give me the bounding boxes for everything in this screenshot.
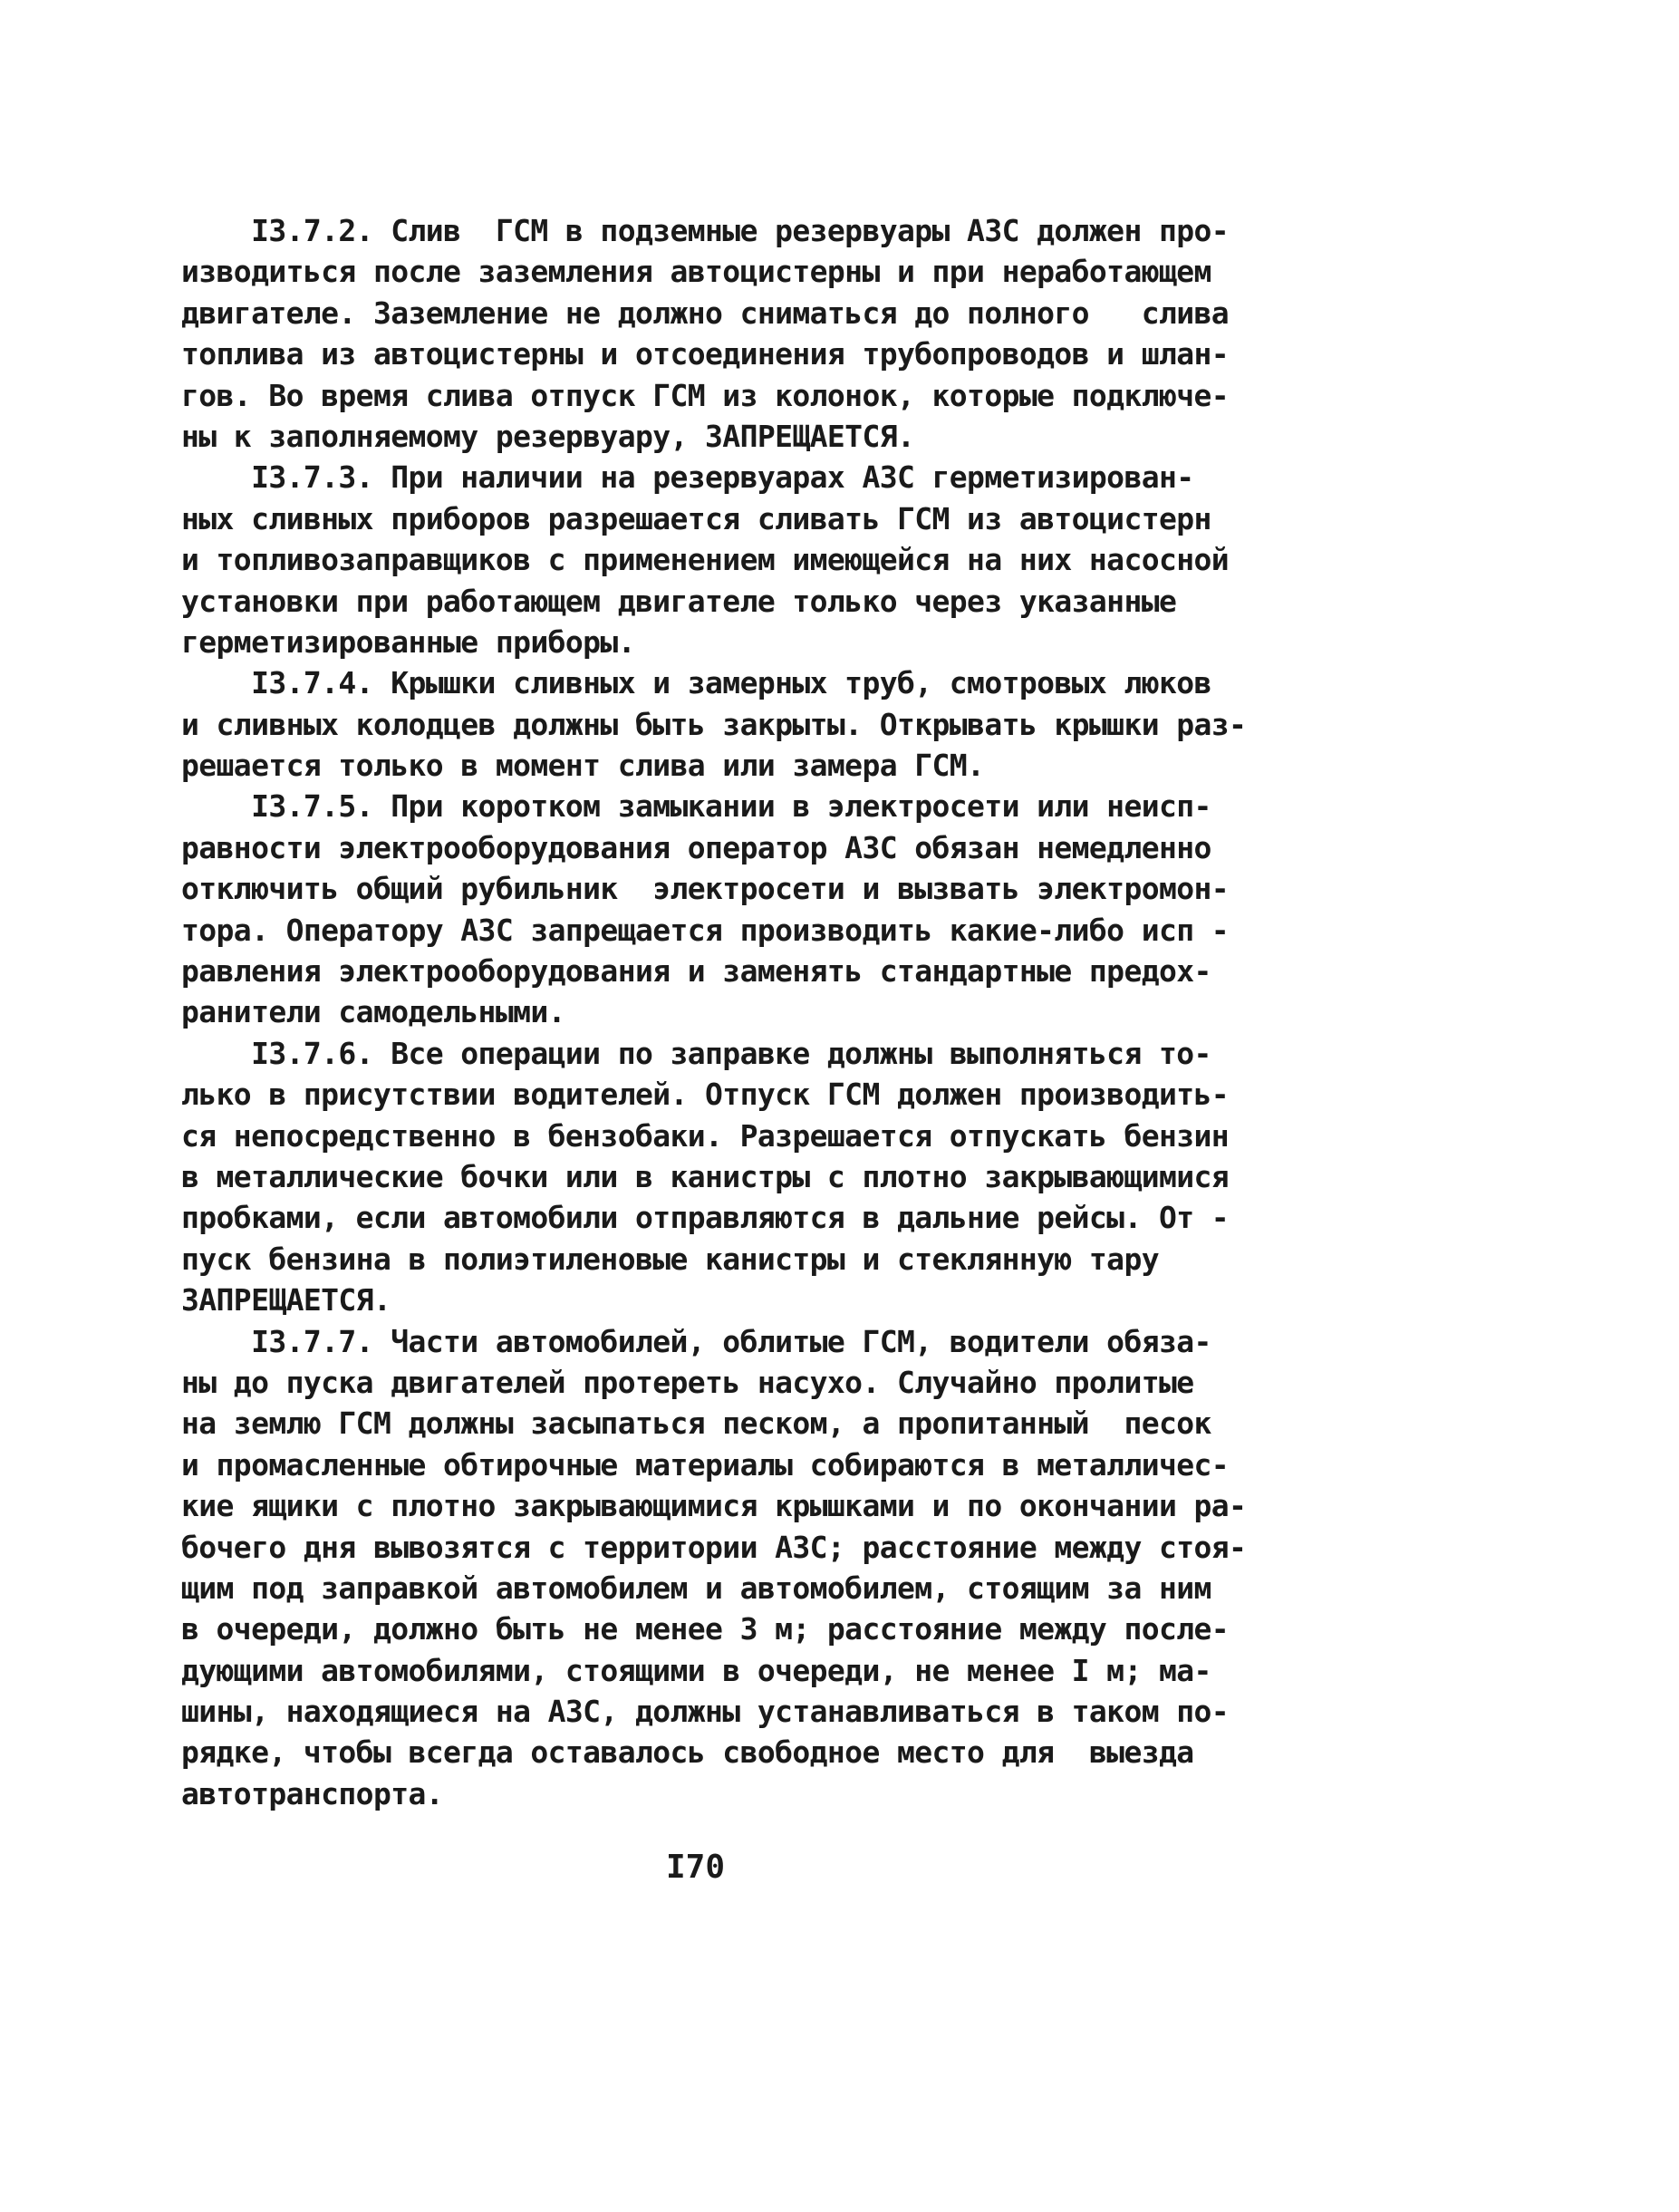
text-line: рядке, чтобы всегда оставалось свободное место для выезда (181, 1734, 1194, 1771)
text-line: I3.7.4. Крышки сливных и замерных труб, смотровых люков (181, 665, 1211, 701)
text-line: двигателе. Заземление не должно сниматься до полного слива (181, 295, 1230, 331)
body-text (181, 210, 1247, 1814)
text-line: ны до пуска двигателей протереть насухо. Случайно пролитые (181, 1364, 1194, 1400)
text-line: кие ящики с плотно закрывающимися крышками и по окончании ра- (181, 1488, 1247, 1524)
page-number: I70 (666, 1849, 726, 1886)
text-line: ных сливных приборов разрешается сливать ГСМ из автоцистерн (181, 500, 1211, 536)
text-line: I3.7.6. Все операции по заправке должны выполняться то- (181, 1035, 1211, 1071)
text-line: шины, находящиеся на АЗС, должны устанавливаться в таком по- (181, 1694, 1230, 1730)
text-line: пуск бензина в полиэтиленовые канистры и стеклянную тару (181, 1241, 1159, 1277)
text-line: установки при работающем двигателе только через указанные (181, 583, 1177, 619)
text-line: автотранспорта. (181, 1775, 444, 1811)
text-line: ранители самодельными. (181, 994, 565, 1030)
text-line: щим под заправкой автомобилем и автомобилем, стоящим за ним (181, 1570, 1211, 1606)
text-line: дующими автомобилями, стоящими в очереди, не менее I м; ма- (181, 1652, 1211, 1688)
text-line: ны к заполняемому резервуару, ЗАПРЕЩАЕТСЯ. (181, 418, 915, 454)
text-line: и топливозаправщиков с применением имеющейся на них насосной (181, 542, 1230, 578)
text-line: гов. Во время слива отпуск ГСМ из колонок, которые подключе- (181, 377, 1230, 413)
text-line: и промасленные обтирочные материалы собираются в металличес- (181, 1446, 1230, 1483)
text-line: решается только в момент слива или замера ГСМ. (181, 748, 985, 784)
text-line: и сливных колодцев должны быть закрыты. Открывать крышки раз- (181, 706, 1247, 742)
text-line: лько в присутствии водителей. Отпуск ГСМ должен производить- (181, 1077, 1230, 1113)
text-line: I3.7.2. Слив ГСМ в подземные резервуары АЗС должен про- (181, 213, 1230, 248)
text-line: I3.7.7. Части автомобилей, облитые ГСМ, водители обяза- (181, 1323, 1211, 1359)
text-line: I3.7.3. При наличии на резервуарах АЗС герметизирован- (181, 459, 1194, 496)
text-line: изводиться после заземления автоцистерны и при неработающем (181, 254, 1211, 290)
text-line: ся непосредственно в бензобаки. Разрешается отпускать бензин (181, 1117, 1230, 1154)
text-line: топлива из автоцистерны и отсоединения трубопроводов и шлан- (181, 336, 1230, 372)
text-line: на землю ГСМ должны засыпаться песком, а пропитанный песок (181, 1405, 1211, 1442)
text-line: пробками, если автомобили отправляются в дальние рейсы. От - (181, 1200, 1230, 1236)
text-line: тора. Оператору АЗС запрещается производить какие-либо исп - (181, 912, 1230, 948)
text-line: равности электрооборудования оператор АЗС обязан немедленно (181, 829, 1211, 865)
text-line: в очереди, должно быть не менее 3 м; расстояние между после- (181, 1611, 1230, 1647)
text-line: равления электрооборудования и заменять стандартные предох- (181, 953, 1211, 990)
text-line: бочего дня вывозятся с территории АЗС; расстояние между стоя- (181, 1529, 1247, 1565)
text-line: I3.7.5. При коротком замыкании в электросети или неисп- (181, 788, 1211, 825)
text-line: ЗАПРЕЩАЕТСЯ. (181, 1282, 391, 1319)
text-line: отключить общий рубильник электросети и вызвать электромон- (181, 871, 1230, 907)
text-line: в металлические бочки или в канистры с плотно закрывающимися (181, 1158, 1230, 1194)
text-line: герметизированные приборы. (181, 623, 635, 660)
